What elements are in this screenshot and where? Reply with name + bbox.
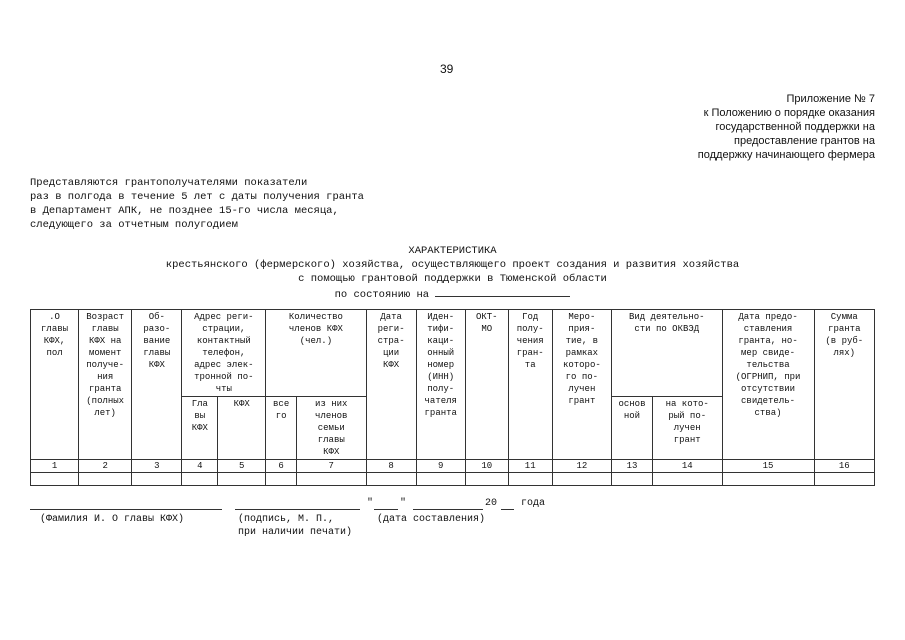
sign-label: (подпись, М. П., <box>238 514 335 525</box>
column-number: 13 <box>612 460 653 473</box>
column-number: 5 <box>218 460 266 473</box>
column-number: 15 <box>722 460 814 473</box>
seal-label: при наличии печати) <box>238 527 353 538</box>
column-number: 6 <box>266 460 297 473</box>
heading-line: крестьянского (фермерского) хозяйства, осуществляющего проект создания и развития хозяйства <box>165 259 740 271</box>
appendix-line: государственной поддержки на <box>715 121 875 133</box>
header-cell: Об- разо- вание главы КФХ <box>132 310 182 460</box>
document-title: ХАРАКТЕРИСТИКА <box>408 245 497 257</box>
appendix-line: предоставление грантов на <box>734 135 875 147</box>
appendix-block <box>615 92 875 162</box>
header-cell: Возраст главы КФХ на момент получе- ния гранта (полных лет) <box>79 310 132 460</box>
intro-text <box>30 176 364 232</box>
header-cell: Сумма гранта (в руб- лях) <box>814 310 874 460</box>
data-cell[interactable] <box>652 473 722 486</box>
signature-block <box>30 497 630 547</box>
data-cell[interactable] <box>508 473 552 486</box>
year-prefix: 20 <box>485 498 498 509</box>
header-cell: Адрес реги- страции, контактный телефон, адрес элек- тронной по- чты <box>182 310 266 397</box>
header-cell: Количество членов КФХ (чел.) <box>266 310 366 397</box>
header-cell: Вид деятельно- сти по ОКВЭД <box>612 310 722 397</box>
document-heading <box>120 244 785 302</box>
column-number: 7 <box>296 460 366 473</box>
subheader-cell: на кото- рый по- лучен грант <box>652 397 722 460</box>
column-number: 8 <box>366 460 416 473</box>
header-cell: .О главы КФХ, пол <box>31 310 79 460</box>
name-label: (Фамилия И. О главы КФХ) <box>40 514 185 525</box>
page-number: 39 <box>440 62 454 76</box>
subheader-cell: КФХ <box>218 397 266 460</box>
intro-line: раз в полгода в течение 5 лет с даты получения гранта <box>30 191 364 203</box>
appendix-line: поддержку начинающего фермера <box>697 149 875 161</box>
column-number: 16 <box>814 460 874 473</box>
subheader-cell: основ ной <box>612 397 653 460</box>
data-cell[interactable] <box>218 473 266 486</box>
data-cell[interactable] <box>296 473 366 486</box>
intro-line: в Департамент АПК, не позднее 15-го числа месяца, <box>30 205 339 217</box>
column-number-row <box>31 460 875 473</box>
column-number: 2 <box>79 460 132 473</box>
column-number: 14 <box>652 460 722 473</box>
month-line[interactable] <box>413 509 483 510</box>
subheader-cell: Гла вы КФХ <box>182 397 218 460</box>
data-cell[interactable] <box>416 473 465 486</box>
column-number: 1 <box>31 460 79 473</box>
data-cell[interactable] <box>814 473 874 486</box>
heading-date-line <box>120 286 785 302</box>
header-cell: Год полу- чения гран- та <box>508 310 552 460</box>
column-number: 11 <box>508 460 552 473</box>
header-cell: Дата реги- стра- ции КФХ <box>366 310 416 460</box>
characteristics-table <box>30 309 875 486</box>
data-cell[interactable] <box>366 473 416 486</box>
date-label: (дата составления) <box>377 514 486 525</box>
header-cell: Иден- тифи- каци- онный номер (ИНН) полу- чателя гранта <box>416 310 465 460</box>
column-number: 12 <box>552 460 611 473</box>
open-quote: " <box>367 498 374 509</box>
header-cell: Меро- прия- тие, в рамках которо- го по- лучен грант <box>552 310 611 460</box>
data-cell[interactable] <box>612 473 653 486</box>
data-cell[interactable] <box>182 473 218 486</box>
subheader-cell: из них членов семьи главы КФХ <box>296 397 366 460</box>
header-cell: Дата предо- ставления гранта, но- мер свиде- тельства (ОГРНИП, при отсутствии свидетель- ства) <box>722 310 814 460</box>
close-quote: " <box>400 498 407 509</box>
day-line[interactable] <box>374 509 398 510</box>
data-cell[interactable] <box>552 473 611 486</box>
column-number: 10 <box>465 460 508 473</box>
as-of-label: по состоянию на <box>334 289 430 301</box>
data-row <box>31 473 875 486</box>
header-cell: ОКТ- МО <box>465 310 508 460</box>
data-cell[interactable] <box>465 473 508 486</box>
data-cell[interactable] <box>79 473 132 486</box>
appendix-line: к Положению о порядке оказания <box>703 107 875 119</box>
data-cell[interactable] <box>722 473 814 486</box>
intro-line: следующего за отчетным полугодием <box>30 219 238 231</box>
intro-line: Представляются грантополучателями показатели <box>30 177 308 189</box>
year-line[interactable] <box>501 509 514 510</box>
date-blank <box>435 286 570 297</box>
name-line[interactable] <box>30 509 222 510</box>
subheader-cell: все го <box>266 397 297 460</box>
data-cell[interactable] <box>132 473 182 486</box>
column-number: 4 <box>182 460 218 473</box>
data-cell[interactable] <box>31 473 79 486</box>
signature-line[interactable] <box>235 509 360 510</box>
data-cell[interactable] <box>266 473 297 486</box>
appendix-line: Приложение № 7 <box>786 93 875 105</box>
year-suffix: года <box>521 498 546 509</box>
header-row <box>31 310 875 397</box>
heading-line: с помощью грантовой поддержки в Тюменской области <box>298 273 607 285</box>
column-number: 9 <box>416 460 465 473</box>
column-number: 3 <box>132 460 182 473</box>
